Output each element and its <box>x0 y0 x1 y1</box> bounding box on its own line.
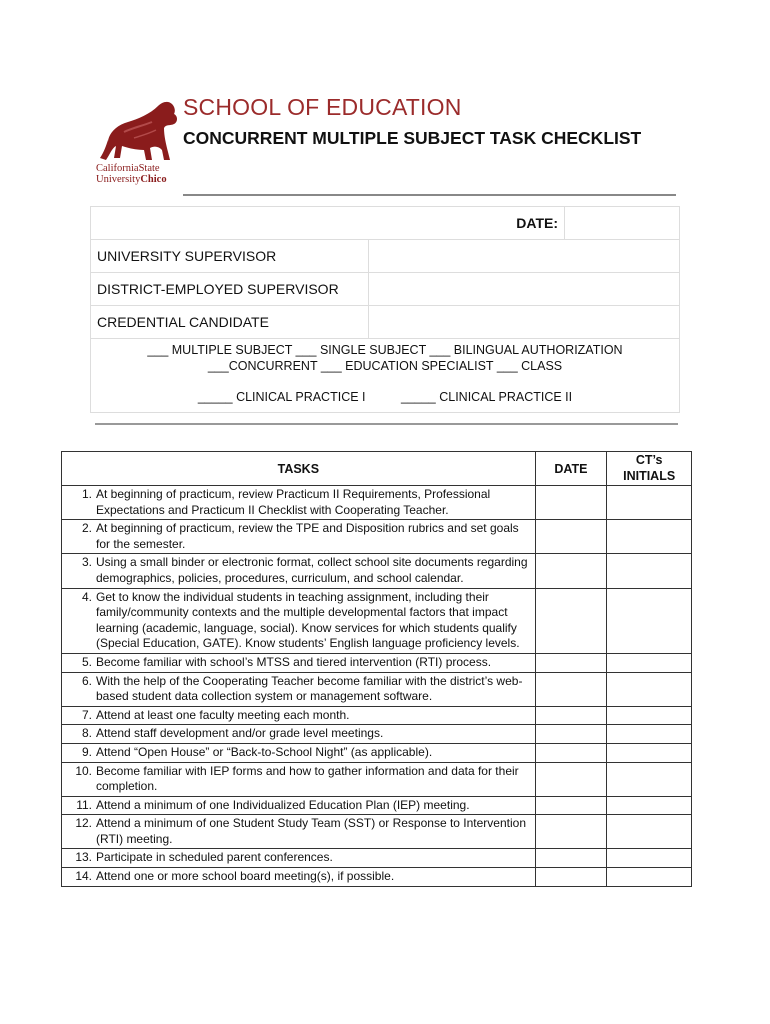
table-row <box>62 796 692 815</box>
table-row <box>62 554 692 588</box>
task-cell <box>62 588 536 653</box>
task-date-field[interactable] <box>535 588 607 653</box>
task-date-field[interactable] <box>535 743 607 762</box>
task-number: 1. <box>81 487 92 501</box>
task-initials-field[interactable] <box>607 849 692 868</box>
task-date-field[interactable] <box>535 653 607 672</box>
task-text: Attend one or more school board meeting(s), if possible. <box>96 869 395 884</box>
task-number: 2. <box>81 521 92 536</box>
task-date-field[interactable] <box>535 796 607 815</box>
task-text: Get to know the individual students in teaching assignment, including their family/community contexts and the multiple developmental factors that impact learning (academic, language, social). Know services for which students qualify (Special Education, GATE). Know students’ English language proficiency levels. <box>96 589 520 651</box>
task-text: Attend a minimum of one Student Study Team (SST) or Response to Intervention (RTI) meeting. <box>96 816 527 846</box>
task-checklist-table <box>61 451 692 887</box>
task-number: 7. <box>81 707 92 722</box>
table-row <box>62 725 692 744</box>
task-number: 12. <box>75 816 92 831</box>
table-row <box>62 672 692 706</box>
task-text: Attend “Open House” or “Back-to-School Night” (as applicable). <box>96 744 433 759</box>
district-supervisor-row <box>91 273 679 306</box>
task-text: At beginning of practicum, review the TPE and Disposition rubrics and set goals for the semester. <box>96 521 519 551</box>
district-supervisor-field[interactable] <box>369 273 679 305</box>
task-text: Become familiar with IEP forms and how to gather information and data for their completion. <box>96 763 519 794</box>
task-cell <box>62 849 536 868</box>
task-text: At beginning of practicum, review Practicum II Requirements, Professional Expectations and Practicum II Checklist with Cooperating Teacher. <box>96 487 491 517</box>
table-row <box>62 762 692 796</box>
task-cell <box>62 796 536 815</box>
options-line-2: ___CONCURRENT ___ EDUCATION SPECIALIST ___ CLASS <box>207 358 563 373</box>
table-row <box>62 706 692 725</box>
task-initials-field[interactable] <box>607 588 692 653</box>
table-row <box>62 743 692 762</box>
credential-options <box>91 339 679 412</box>
task-cell <box>62 554 536 588</box>
task-cell <box>62 486 536 520</box>
date-label: DATE: <box>468 207 565 239</box>
task-text: Participate in scheduled parent conferences. <box>96 850 333 865</box>
task-text: Become familiar with school’s MTSS and tiered intervention (RTI) process. <box>96 654 492 669</box>
table-row <box>62 520 692 554</box>
task-date-field[interactable] <box>535 762 607 796</box>
tasks-header: TASKS <box>62 452 536 486</box>
task-initials-field[interactable] <box>607 868 692 887</box>
date-header: DATE <box>535 452 607 486</box>
task-initials-field[interactable] <box>607 672 692 706</box>
table-row <box>62 486 692 520</box>
task-date-field[interactable] <box>535 554 607 588</box>
divider <box>183 194 676 196</box>
ct-initials-header: CT’s INITIALS <box>607 452 692 486</box>
university-wordmark: CaliforniaState UniversityChico <box>96 163 167 185</box>
task-cell <box>62 706 536 725</box>
task-date-field[interactable] <box>535 486 607 520</box>
task-number: 9. <box>81 744 92 759</box>
credential-candidate-row <box>91 306 679 339</box>
task-text: With the help of the Cooperating Teacher become familiar with the district’s web-based student data collection system or management software. <box>96 673 523 704</box>
university-supervisor-field[interactable] <box>369 240 679 272</box>
task-initials-field[interactable] <box>607 554 692 588</box>
task-text: Attend staff development and/or grade level meetings. <box>96 726 384 741</box>
table-row <box>62 653 692 672</box>
task-number: 3. <box>81 555 92 570</box>
task-number: 11. <box>76 797 92 812</box>
task-number: 5. <box>81 654 92 669</box>
field-label: UNIVERSITY SUPERVISOR <box>91 240 369 272</box>
clinical-practice-1-option: _____ CLINICAL PRACTICE I <box>197 390 366 404</box>
task-number: 10. <box>75 763 92 778</box>
date-row <box>91 207 679 240</box>
task-date-field[interactable] <box>535 725 607 744</box>
task-initials-field[interactable] <box>607 706 692 725</box>
task-number: 14. <box>75 869 92 884</box>
task-date-field[interactable] <box>535 520 607 554</box>
page-subtitle: CONCURRENT MULTIPLE SUBJECT TASK CHECKLIST <box>183 128 642 148</box>
field-label: DISTRICT-EMPLOYED SUPERVISOR <box>91 273 369 305</box>
credential-candidate-field[interactable] <box>369 306 679 338</box>
clinical-practice-2-option: _____ CLINICAL PRACTICE II <box>401 390 573 404</box>
task-text: Using a small binder or electronic format, collect school site documents regarding demographics, policies, procedures, curriculum, and school calendar. <box>96 555 528 585</box>
task-initials-field[interactable] <box>607 743 692 762</box>
task-number: 4. <box>81 589 92 604</box>
task-number: 6. <box>81 673 92 688</box>
page-title: SCHOOL OF EDUCATION <box>183 94 462 120</box>
task-initials-field[interactable] <box>607 653 692 672</box>
task-cell <box>62 868 536 887</box>
task-cell <box>62 520 536 554</box>
task-initials-field[interactable] <box>607 725 692 744</box>
task-initials-field[interactable] <box>607 762 692 796</box>
task-initials-field[interactable] <box>607 796 692 815</box>
options-line-1: ___ MULTIPLE SUBJECT ___ SINGLE SUBJECT ___ BILINGUAL AUTHORIZATION <box>147 343 623 357</box>
task-date-field[interactable] <box>535 672 607 706</box>
table-row <box>62 868 692 887</box>
task-date-field[interactable] <box>535 868 607 887</box>
task-cell <box>62 653 536 672</box>
task-cell <box>62 762 536 796</box>
task-text: Attend at least one faculty meeting each month. <box>96 707 350 722</box>
table-row <box>62 588 692 653</box>
task-cell <box>62 725 536 744</box>
task-number: 8. <box>81 726 92 741</box>
task-cell <box>62 815 536 849</box>
task-date-field[interactable] <box>535 706 607 725</box>
divider <box>95 423 678 425</box>
date-field[interactable] <box>565 207 679 239</box>
task-initials-field[interactable] <box>607 486 692 520</box>
task-initials-field[interactable] <box>607 815 692 849</box>
task-cell <box>62 672 536 706</box>
university-supervisor-row <box>91 240 679 273</box>
table-row <box>62 815 692 849</box>
task-date-field[interactable] <box>535 815 607 849</box>
task-initials-field[interactable] <box>607 520 692 554</box>
candidate-info-form <box>90 206 680 413</box>
task-cell <box>62 743 536 762</box>
field-label: CREDENTIAL CANDIDATE <box>91 306 369 338</box>
task-text: Attend a minimum of one Individualized Education Plan (IEP) meeting. <box>96 797 470 812</box>
table-row <box>62 849 692 868</box>
task-date-field[interactable] <box>535 849 607 868</box>
task-number: 13. <box>75 850 92 865</box>
